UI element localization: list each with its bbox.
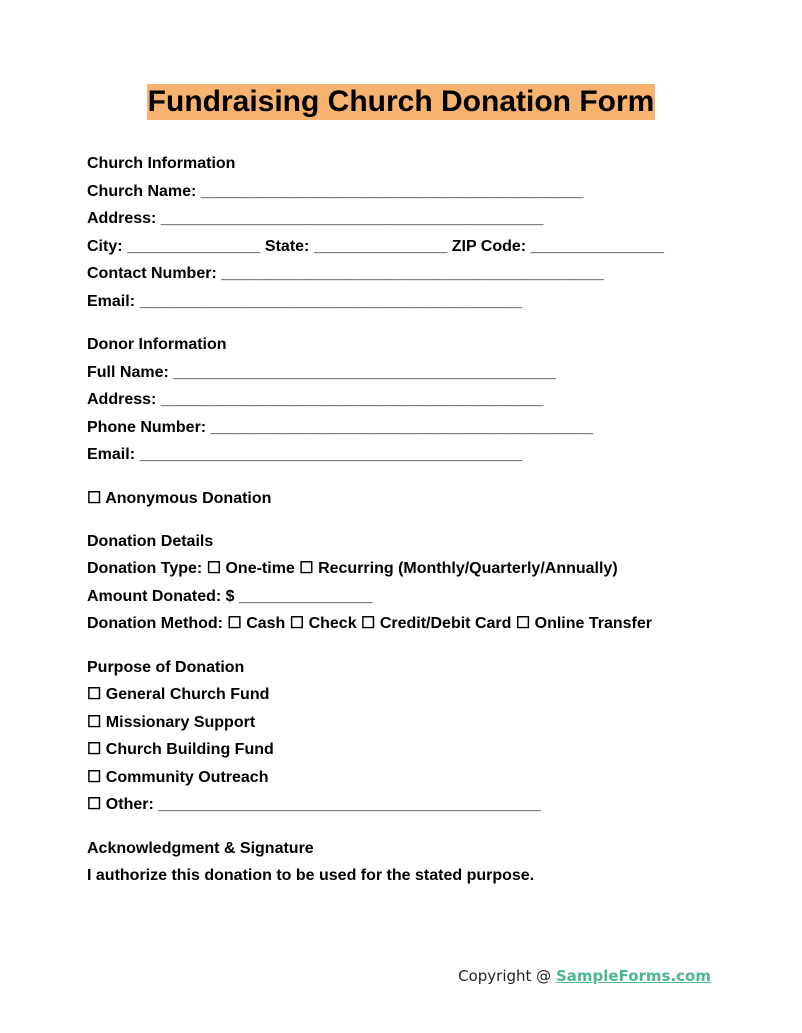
donor-address-field[interactable]: Address: ___________________________________________ bbox=[87, 391, 544, 409]
purpose-building-checkbox[interactable]: ☐ Church Building Fund bbox=[87, 741, 274, 759]
copyright-prefix: Copyright @ bbox=[458, 967, 556, 985]
church-city-state-zip-field[interactable]: City: _______________ State: _______________ ZIP Code: _______________ bbox=[87, 237, 665, 255]
donor-section bbox=[87, 331, 767, 469]
sampleforms-link[interactable]: SampleForms.com bbox=[555, 967, 711, 985]
acknowledgment-section bbox=[87, 835, 767, 890]
purpose-general-checkbox[interactable]: ☐ General Church Fund bbox=[87, 686, 270, 704]
church-name-field[interactable]: Church Name: ___________________________________________ bbox=[87, 182, 584, 200]
donor-email-field[interactable]: Email: ___________________________________________ bbox=[87, 446, 523, 464]
donation-method-field[interactable]: Donation Method: ☐ Cash ☐ Check ☐ Credit/Debit Card ☐ Online Transfer bbox=[87, 615, 652, 633]
anonymous-checkbox[interactable]: ☐ Anonymous Donation bbox=[87, 489, 272, 507]
donation-heading: Donation Details bbox=[87, 532, 214, 550]
church-heading: Church Information bbox=[87, 155, 236, 172]
church-section bbox=[87, 150, 767, 316]
purpose-other-field[interactable]: ☐ Other: ___________________________________________ bbox=[87, 796, 541, 814]
church-contact-field[interactable]: Contact Number: ___________________________________________ bbox=[87, 265, 604, 283]
church-address-field[interactable]: Address: ___________________________________________ bbox=[87, 210, 544, 228]
purpose-outreach-checkbox[interactable]: ☐ Community Outreach bbox=[87, 768, 269, 786]
anonymous-section bbox=[87, 485, 767, 513]
title-wrap bbox=[0, 84, 802, 120]
church-email-field[interactable]: Email: ___________________________________________ bbox=[87, 292, 523, 310]
donation-section bbox=[87, 528, 767, 638]
page-title: Fundraising Church Donation Form bbox=[147, 85, 655, 118]
acknowledgment-heading: Acknowledgment & Signature bbox=[87, 839, 314, 857]
purpose-section bbox=[87, 654, 767, 820]
amount-donated-field[interactable]: Amount Donated: $ _______________ bbox=[87, 587, 373, 605]
donor-heading: Donor Information bbox=[87, 336, 227, 354]
purpose-heading: Purpose of Donation bbox=[87, 658, 245, 676]
footer-copyright bbox=[458, 966, 711, 986]
form-body bbox=[87, 150, 767, 905]
authorization-statement: I authorize this donation to be used for the stated purpose. bbox=[87, 867, 535, 885]
donor-phone-field[interactable]: Phone Number: ___________________________________________ bbox=[87, 418, 594, 436]
purpose-missionary-checkbox[interactable]: ☐ Missionary Support bbox=[87, 713, 256, 731]
donation-type-field[interactable]: Donation Type: ☐ One-time ☐ Recurring (Monthly/Quarterly/Annually) bbox=[87, 560, 618, 578]
donor-full-name-field[interactable]: Full Name: ___________________________________________ bbox=[87, 363, 556, 381]
